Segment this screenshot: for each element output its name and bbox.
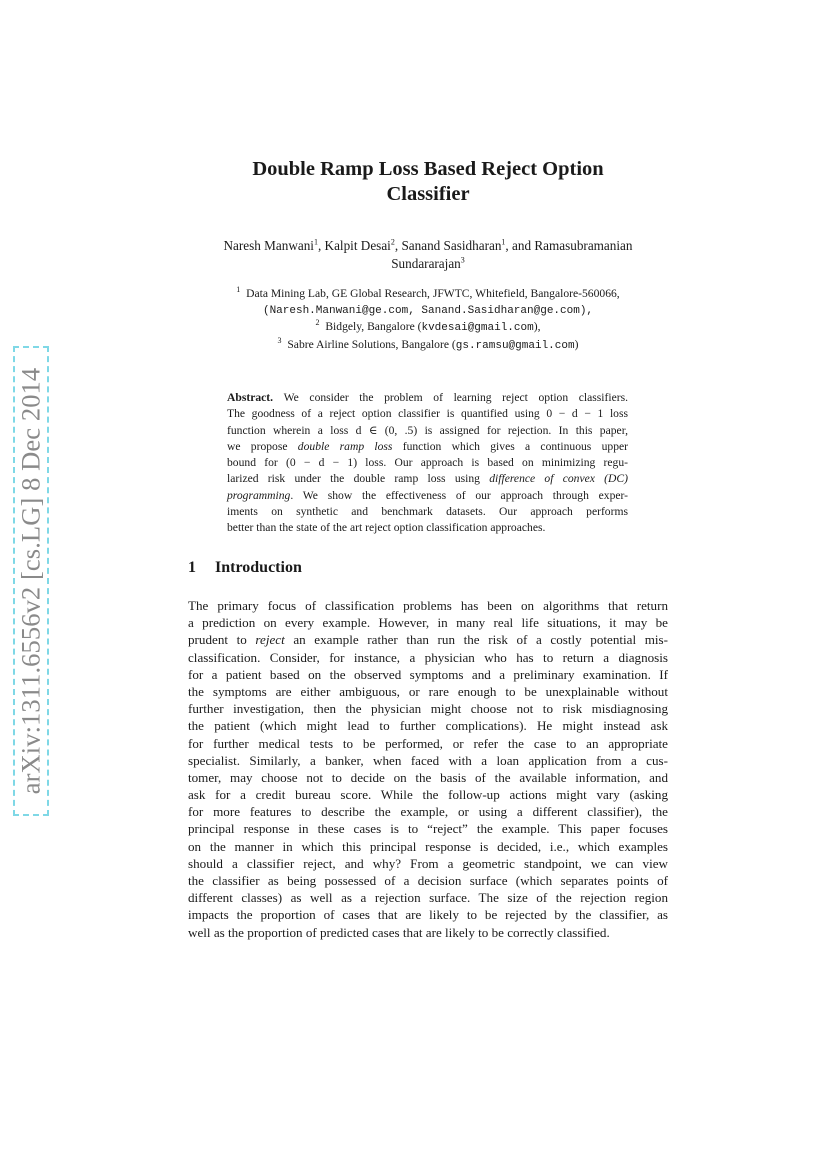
affiliation-text: ),	[533, 320, 541, 334]
text-line: should a classifier reject, and why? From a geometric standpoint, we can view	[188, 855, 668, 871]
abstract-body	[227, 390, 628, 537]
section-title: Introduction	[215, 559, 302, 576]
text-line: the classifier as being possessed of a decision surface (which separates points of	[188, 873, 668, 888]
affiliations	[188, 286, 668, 354]
affiliation-marker: 2	[390, 237, 395, 247]
author-name: Kalpit Desai	[324, 238, 391, 253]
title-line-2: Classifier	[386, 183, 470, 205]
text-line: The primary focus of classification problems has been on algorithms that return	[188, 598, 668, 613]
text-line: principal response in these cases is to “reject” the example. This paper focuses	[188, 821, 668, 837]
affiliation-emails: (Naresh.Manwani@ge.com, Sanand.Sasidharan@ge.com),	[262, 305, 594, 318]
text-line: classification. Consider, for instance, a physician who has to return a diagnosis	[188, 649, 668, 665]
affiliation-text: Sabre Airline Solutions, Bangalore (	[287, 337, 456, 351]
text-line: for more features to describe the example, or using a different classifier), the	[188, 804, 668, 820]
text-line: bound for (0 − d − 1) loss. Our approach is based on minimizing regu-	[227, 456, 628, 470]
author-name: Naresh Manwani	[223, 238, 314, 253]
text-line: the symptoms are either ambiguous, or rare enough to be unexplainable without	[188, 683, 668, 699]
text-line: specialist. Similarly, a banker, when faced with a loan application from a cus-	[188, 752, 668, 768]
abstract	[227, 390, 628, 537]
text-line: Abstract. We consider the problem of learning reject option classifiers.	[227, 391, 628, 404]
section-number: 1	[188, 559, 196, 576]
affiliation-email: kvdesai@gmail.com	[421, 322, 534, 335]
affiliation-email: gs.ramsu@gmail.com	[455, 339, 575, 352]
text-line: impacts the proportion of cases that are likely to be rejected by the classifier, as	[188, 907, 668, 923]
text-line: different classes) as well as a rejection surface. The size of the rejection region	[188, 890, 668, 906]
affiliation-marker: 3	[460, 255, 465, 265]
text-line: programming. We show the effectiveness of our approach through exper-	[227, 488, 628, 502]
affiliation-text: )	[574, 337, 579, 351]
text-line: iments on synthetic and benchmark datasets. Our approach performs	[227, 505, 628, 519]
text-line: function wherein a loss d ∈ (0, .5) is assigned for rejection. In this paper,	[227, 423, 628, 437]
emphasis-text: reject	[255, 632, 285, 648]
text-line: further investigation, then the physician might choose not to risk misdiagnosing	[188, 701, 668, 717]
author-list: Naresh Manwani$^1$, Kalpit Desai$^2$, Sanand Sasidharan$^1$, and Ramasubramanian Sundararajan$^3$	[223, 237, 633, 271]
text-line: on the manner in which this principal response is decided, i.e., which examples	[188, 838, 668, 854]
introduction-paragraph	[188, 597, 668, 941]
text-line: well as the proportion of predicted cases that are likely to be correctly classified.	[188, 924, 610, 940]
text-line: The goodness of a reject option classifier is quantified using 0 − d − 1 loss	[227, 407, 628, 421]
affiliation-text: Bidgely, Bangalore (	[325, 320, 422, 334]
affiliation-text: Data Mining Lab, GE Global Research, JFWTC, Whitefield, Bangalore-560066,	[246, 287, 620, 300]
text-line: we propose double ramp loss function which gives a continuous upper	[227, 439, 628, 453]
text-line: for further medical tests to be performed, or refer the case to an appropriate	[188, 735, 668, 751]
introduction-body	[188, 597, 668, 941]
title-line-1: Double Ramp Loss Based Reject Option	[252, 158, 604, 180]
arxiv-identifier: arXiv:1311.6556v2 [cs.LG] 8 Dec 2014	[15, 367, 46, 795]
affiliation-marker: 1	[501, 237, 506, 247]
text-line: larized risk under the double ramp loss using difference of convex (DC)	[227, 472, 629, 486]
author-name: Sanand Sasidharan	[401, 238, 502, 253]
section-heading	[188, 558, 302, 578]
author-name: Sundararajan	[391, 255, 461, 271]
emphasis-text: double ramp loss	[297, 439, 393, 453]
affiliation-number: 2	[315, 318, 320, 328]
emphasis-text: programming	[227, 488, 291, 502]
text-line: a prediction on every example. However, in many real life situations, it may be	[188, 615, 668, 631]
paper-title	[188, 157, 668, 207]
abstract-label: Abstract.	[227, 391, 284, 404]
affiliation-number: 3	[277, 335, 282, 345]
affiliation-marker: 1	[313, 237, 318, 247]
author-name: and Ramasubramanian	[512, 238, 633, 253]
emphasis-text: difference of convex (DC)	[489, 472, 629, 486]
text-line: better than the state of the art reject option classification approaches.	[227, 521, 546, 535]
text-line: for a patient based on the observed symptoms and a preliminary examination. If	[188, 666, 668, 682]
text-line: the patient (which might lead to further complications). He might instead ask	[188, 718, 668, 734]
text-line: prudent to reject an example rather than run the risk of a costly potential mis-	[188, 632, 668, 648]
affiliation-number: 1	[236, 285, 241, 295]
text-line: tomer, may choose not to decide on the basis of the available information, and	[188, 769, 668, 785]
text-line: ask for a credit bureau score. While the follow-up actions might vary (asking	[188, 787, 668, 803]
